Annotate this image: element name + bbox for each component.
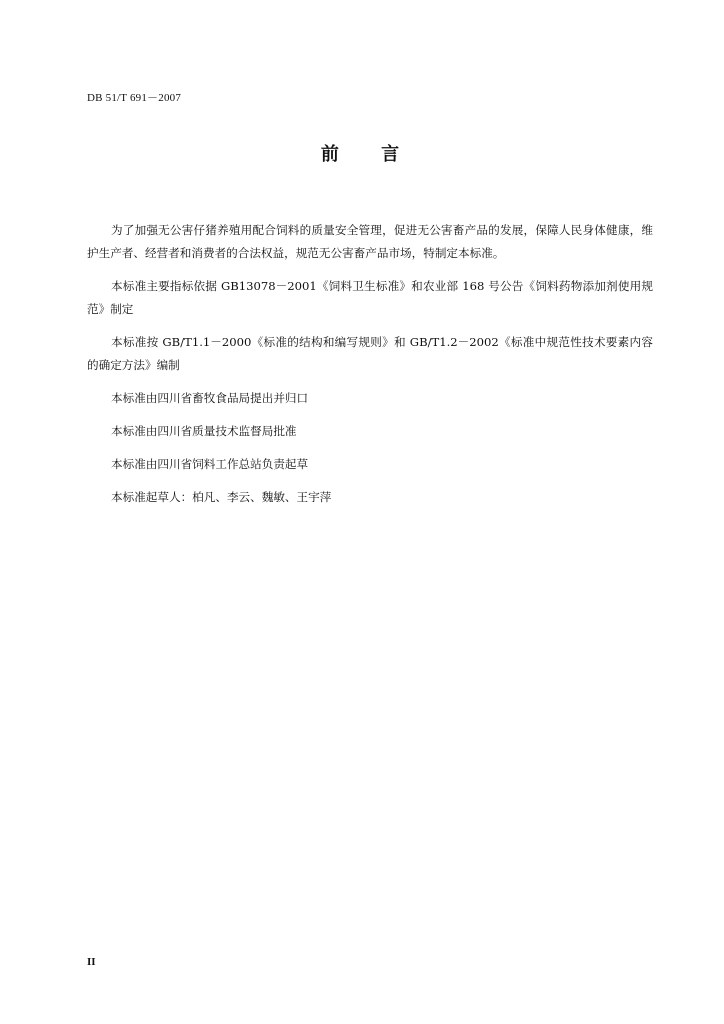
paragraph-drafters: 本标准起草人：柏凡、李云、魏敏、王宇萍: [111, 490, 332, 504]
paragraph-proposed-by: 本标准由四川省畜牧食品局提出并归口: [111, 391, 309, 405]
page-number: II: [87, 956, 96, 968]
paragraph-drafting-rules: 本标准按 GB/T1.1－2000《标准的结构和编写规则》和 GB/T1.2－2002《标准中规范性技术要素内容的确定方法》编制: [87, 335, 653, 372]
foreword-body: [87, 219, 653, 519]
paragraph-purpose: 为了加强无公害仔猪养殖用配合饲料的质量安全管理，促进无公害畜产品的发展，保障人民身体健康，维护生产者、经营者和消费者的合法权益，规范无公害畜产品市场，特制定本标准。: [87, 223, 653, 260]
standard-code: DB 51/T 691－2007: [87, 92, 182, 104]
paragraph-basis: 本标准主要指标依据 GB13078－2001《饲料卫生标准》和农业部 168 号公告《饲料药物添加剂使用规范》制定: [87, 279, 653, 316]
page-title: 前 言: [320, 144, 418, 165]
paragraph-drafted-by: 本标准由四川省饲料工作总站负责起草: [111, 457, 309, 471]
paragraph-approved-by: 本标准由四川省质量技术监督局批准: [111, 424, 297, 438]
